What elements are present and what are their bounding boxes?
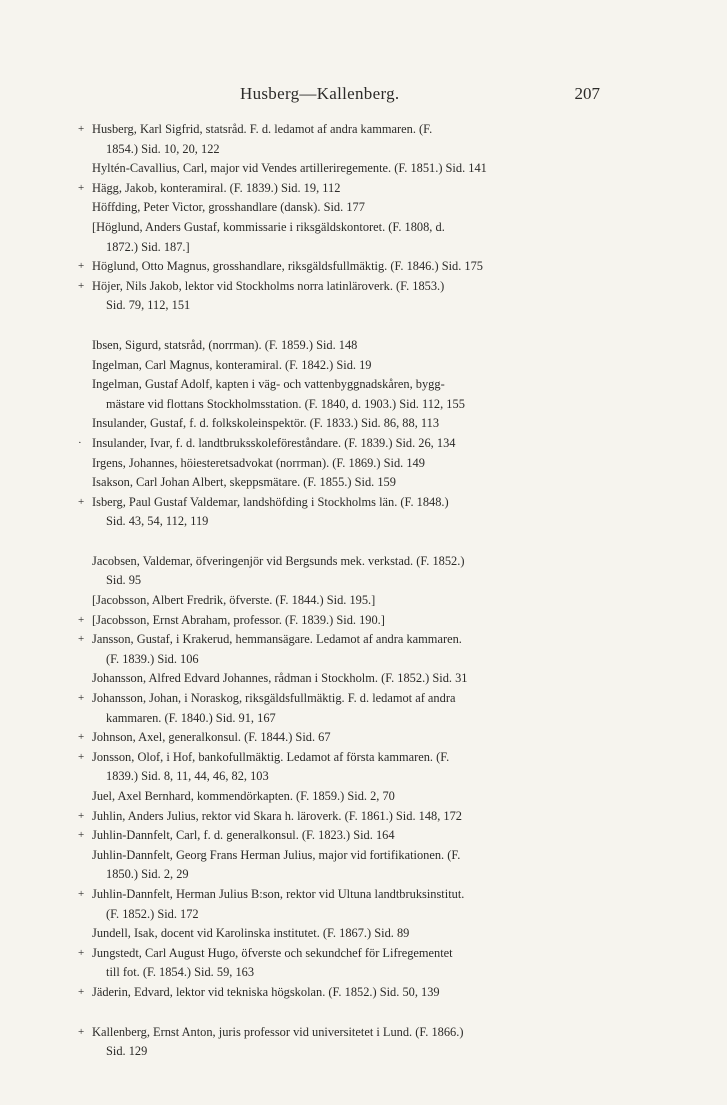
index-entry: [92, 336, 612, 356]
index-entry: [78, 885, 612, 924]
section-gap: [92, 1003, 612, 1023]
entry-line: Ingelman, Carl Magnus, konteramiral. (F. 1842.) Sid. 19: [92, 357, 372, 372]
entry-line: Hägg, Jakob, konteramiral. (F. 1839.) Sid. 19, 112: [92, 180, 341, 195]
entry-line: Irgens, Johannes, höiesteretsadvokat (norrman). (F. 1869.) Sid. 149: [92, 455, 425, 470]
index-entry: [78, 179, 612, 199]
index-entry: [78, 1023, 612, 1062]
index-entry: [92, 375, 612, 414]
entry-line: Ibsen, Sigurd, statsråd, (norrman). (F. 1859.) Sid. 148: [92, 337, 358, 352]
entry-continuation: 1839.) Sid. 8, 11, 44, 46, 82, 103: [106, 769, 269, 784]
entry-continuation: mästare vid flottans Stockholmsstation. (F. 1840, d. 1903.) Sid. 112, 155: [106, 396, 465, 411]
index-entry: [92, 198, 612, 218]
entry-line: Jansson, Gustaf, i Krakerud, hemmansägare. Ledamot af andra kammaren.: [92, 632, 462, 647]
margin-mark: +: [78, 985, 85, 998]
margin-mark: ·: [78, 436, 82, 449]
margin-mark: +: [78, 181, 85, 194]
entry-line: Juhlin, Anders Julius, rektor vid Skara h. läroverk. (F. 1861.) Sid. 148, 172: [92, 808, 463, 823]
index-entry: [92, 669, 612, 689]
entry-continuation: 1872.) Sid. 187.]: [106, 239, 190, 254]
entry-line: Jungstedt, Carl August Hugo, öfverste och sekundchef för Lifregementet: [92, 945, 453, 960]
index-entry: [92, 846, 612, 885]
entry-continuation: Sid. 79, 112, 151: [106, 298, 191, 313]
entry-continuation: 1854.) Sid. 10, 20, 122: [106, 141, 220, 156]
index-entry: [78, 689, 612, 728]
index-entry: [92, 218, 612, 257]
entry-line: [Jacobsson, Albert Fredrik, öfverste. (F. 1844.) Sid. 195.]: [92, 593, 376, 608]
index-entry: [78, 120, 612, 159]
index-entry: [78, 257, 612, 277]
margin-mark: +: [78, 633, 85, 646]
entry-continuation: (F. 1839.) Sid. 106: [106, 651, 199, 666]
index-entry: [78, 807, 612, 827]
index-entry: [92, 591, 612, 611]
index-entry: [92, 159, 612, 179]
entry-continuation: Sid. 129: [106, 1044, 148, 1059]
index-entry: [92, 473, 612, 493]
entry-continuation: (F. 1852.) Sid. 172: [106, 906, 199, 921]
margin-mark: +: [78, 495, 85, 508]
index-entry: [92, 924, 612, 944]
entry-line: Juhlin-Dannfelt, Georg Frans Herman Julius, major vid fortifikationen. (F.: [92, 847, 461, 862]
margin-mark: +: [78, 887, 85, 900]
entry-line: Hyltén-Cavallius, Carl, major vid Vendes artilleriregemente. (F. 1851.) Sid. 141: [92, 161, 487, 176]
entry-continuation: Sid. 43, 54, 112, 119: [106, 514, 209, 529]
index-entry: [78, 826, 612, 846]
entry-continuation: 1850.) Sid. 2, 29: [106, 867, 189, 882]
margin-mark: +: [78, 946, 85, 959]
entry-line: Jacobsen, Valdemar, öfveringenjör vid Bergsunds mek. verkstad. (F. 1852.): [92, 553, 465, 568]
margin-mark: +: [78, 279, 85, 292]
page-number: 207: [574, 84, 600, 103]
section-gap: [92, 316, 612, 336]
entry-line: Jundell, Isak, docent vid Karolinska institutet. (F. 1867.) Sid. 89: [92, 926, 410, 941]
margin-mark: +: [78, 829, 85, 842]
entry-line: Insulander, Ivar, f. d. landtbruksskoleföreståndare. (F. 1839.) Sid. 26, 134: [92, 435, 456, 450]
entry-line: Ingelman, Gustaf Adolf, kapten i väg- och vattenbyggnadskåren, bygg-: [92, 377, 445, 392]
entry-line: [Höglund, Anders Gustaf, kommissarie i riksgäldskontoret. (F. 1808, d.: [92, 219, 445, 234]
index-entry: [78, 611, 612, 631]
entry-line: Juel, Axel Bernhard, kommendörkapten. (F. 1859.) Sid. 2, 70: [92, 789, 395, 803]
margin-mark: +: [78, 692, 85, 705]
entry-continuation: Sid. 95: [106, 573, 142, 588]
entry-line: Juhlin-Dannfelt, Carl, f. d. generalkonsul. (F. 1823.) Sid. 164: [92, 828, 395, 843]
page-header: [100, 84, 600, 110]
index-entry: [78, 983, 612, 1003]
margin-mark: +: [78, 613, 85, 626]
entry-line: Husberg, Karl Sigfrid, statsråd. F. d. ledamot af andra kammaren. (F.: [92, 122, 433, 136]
section-gap: [92, 532, 612, 552]
page-title: Husberg—Kallenberg.: [240, 84, 400, 103]
entry-line: Insulander, Gustaf, f. d. folkskoleinspektör. (F. 1833.) Sid. 86, 88, 113: [92, 416, 440, 431]
index-entry: [78, 493, 612, 532]
entry-line: Johnson, Axel, generalkonsul. (F. 1844.) Sid. 67: [92, 730, 331, 745]
entry-line: Höglund, Otto Magnus, grosshandlare, riksgäldsfullmäktig. (F. 1846.) Sid. 175: [92, 259, 484, 274]
entry-line: [Jacobsson, Ernst Abraham, professor. (F. 1839.) Sid. 190.]: [92, 612, 385, 627]
index-entry: [92, 787, 612, 807]
entry-line: Johansson, Alfred Edvard Johannes, rådman i Stockholm. (F. 1852.) Sid. 31: [92, 671, 468, 686]
entry-line: Isberg, Paul Gustaf Valdemar, landshöfding i Stockholms län. (F. 1848.): [92, 494, 449, 509]
index-entry: [92, 552, 612, 591]
index-entry: [78, 944, 612, 983]
index-entries: [78, 120, 612, 1062]
index-entry: [92, 414, 612, 434]
entry-line: Isakson, Carl Johan Albert, skeppsmätare. (F. 1855.) Sid. 159: [92, 475, 396, 490]
margin-mark: +: [78, 1025, 85, 1038]
margin-mark: +: [78, 731, 85, 744]
entry-continuation: kammaren. (F. 1840.) Sid. 91, 167: [106, 710, 276, 725]
entry-line: Höffding, Peter Victor, grosshandlare (dansk). Sid. 177: [92, 200, 365, 215]
margin-mark: +: [78, 750, 85, 763]
entry-line: Höjer, Nils Jakob, lektor vid Stockholms norra latinläroverk. (F. 1853.): [92, 278, 445, 293]
index-entry: [78, 277, 612, 316]
index-entry: [78, 728, 612, 748]
entry-line: Kallenberg, Ernst Anton, juris professor vid universitetet i Lund. (F. 1866.): [92, 1024, 464, 1039]
entry-continuation: till fot. (F. 1854.) Sid. 59, 163: [106, 965, 255, 980]
entry-line: Johansson, Johan, i Noraskog, riksgäldsfullmäktig. F. d. ledamot af andra: [92, 691, 456, 706]
margin-mark: +: [78, 123, 85, 135]
index-entry: [92, 356, 612, 376]
index-entry: [78, 630, 612, 669]
margin-mark: +: [78, 260, 85, 273]
margin-mark: +: [78, 809, 85, 822]
entry-line: Jäderin, Edvard, lektor vid tekniska högskolan. (F. 1852.) Sid. 50, 139: [92, 984, 440, 999]
entry-line: Juhlin-Dannfelt, Herman Julius B:son, rektor vid Ultuna landtbruksinstitut.: [92, 886, 465, 901]
index-entry: [78, 434, 612, 454]
index-entry: [92, 454, 612, 474]
index-entry: [78, 748, 612, 787]
entry-line: Jonsson, Olof, i Hof, bankofullmäktig. Ledamot af första kammaren. (F.: [92, 749, 450, 764]
